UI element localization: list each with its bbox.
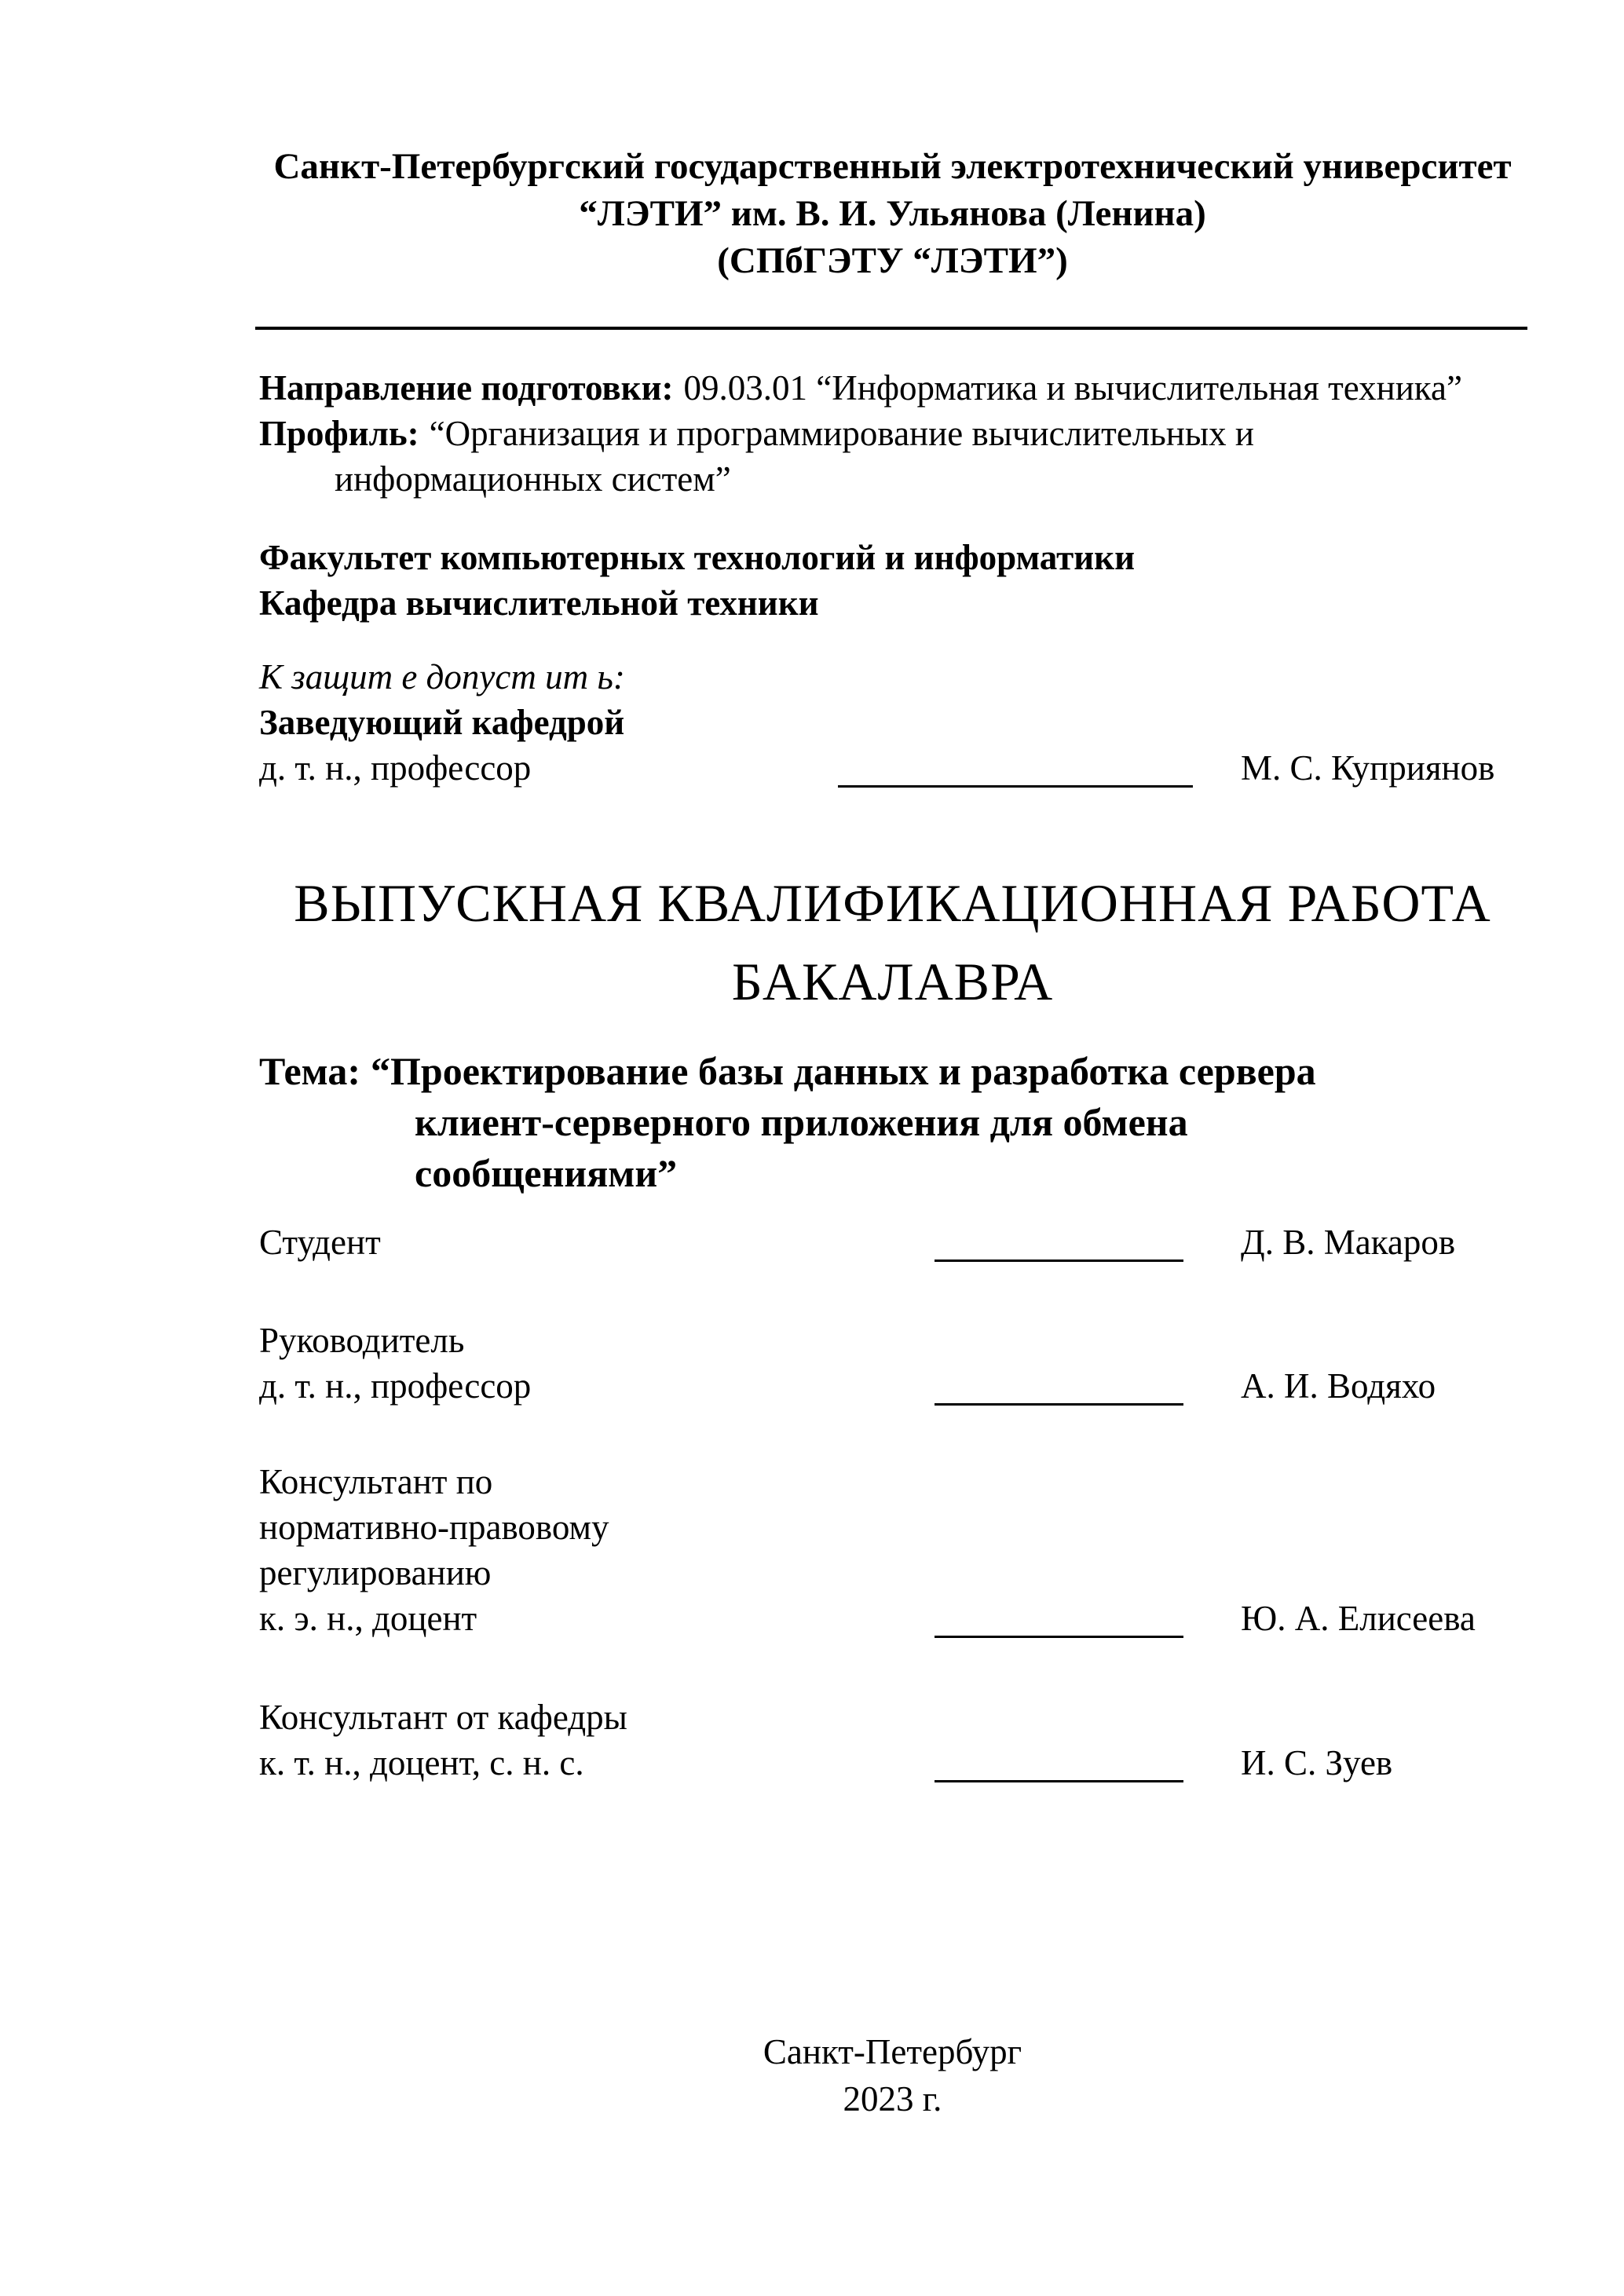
head-signature-row — [259, 745, 1526, 791]
department-consultant-role-line1: Консультант от кафедры — [259, 1698, 627, 1737]
department-consultant-signature-row — [259, 1740, 1526, 1786]
signatory-block-supervisor — [259, 1318, 1526, 1409]
theme-label: Тема: — [259, 1049, 361, 1093]
signature-line — [935, 1636, 1183, 1638]
thesis-title-line2: БАКАЛАВРА — [731, 952, 1054, 1011]
university-header — [259, 143, 1526, 284]
legal-consultant-degree: к. э. н., доцент — [259, 1599, 477, 1638]
legal-consultant-signature-row — [259, 1596, 1526, 1641]
faculty-section — [259, 535, 1526, 626]
direction-line — [259, 365, 1526, 411]
faculty-line: Факультет компьютерных технологий и информатики — [259, 538, 1136, 577]
signature-line — [935, 1403, 1183, 1406]
profile-line — [259, 411, 1526, 456]
student-signature-row — [259, 1219, 1526, 1265]
supervisor-signature-row — [259, 1363, 1526, 1409]
header-divider-line — [255, 327, 1527, 330]
head-name: М. С. Куприянов — [1241, 748, 1495, 788]
theme-section — [259, 1046, 1526, 1199]
footer-city: Санкт-Петербург — [763, 2032, 1022, 2071]
supervisor-degree: д. т. н., профессор — [259, 1366, 532, 1406]
signatory-block-student — [259, 1219, 1526, 1265]
department-consultant-name: И. С. Зуев — [1241, 1743, 1393, 1782]
theme-text-line1: “Проектирование базы данных и разработка сервера — [371, 1049, 1316, 1093]
legal-consultant-role-line2: нормативно-правовому — [259, 1508, 609, 1547]
profile-value-line2: информационных систем” — [335, 459, 731, 499]
theme-line1 — [259, 1046, 1526, 1097]
approval-section — [259, 654, 1526, 791]
legal-consultant-role-line1: Консультант по — [259, 1462, 493, 1501]
student-role: Студент — [259, 1223, 381, 1262]
university-name-line2: “ЛЭТИ” им. В. И. Ульянова (Ленина) — [579, 193, 1206, 234]
thesis-title-line1: ВЫПУСКНАЯ КВАЛИФИКАЦИОННАЯ РАБОТА — [294, 873, 1491, 933]
head-degree: д. т. н., профессор — [259, 748, 532, 788]
program-section — [259, 365, 1526, 502]
signature-line — [838, 785, 1193, 788]
supervisor-role-line1: Руководитель — [259, 1321, 465, 1360]
university-name-line3: (СПбГЭТУ “ЛЭТИ”) — [717, 240, 1068, 281]
signatory-block-department-consultant — [259, 1695, 1526, 1786]
direction-label: Направление подготовки: — [259, 368, 674, 408]
permit-note: К защит е допуст ит ь: — [259, 657, 625, 696]
signature-line — [935, 1780, 1183, 1782]
signature-line — [935, 1260, 1183, 1262]
profile-value-line1: “Организация и программирование вычислительных и — [429, 414, 1254, 453]
footer-section — [259, 2028, 1526, 2122]
thesis-title — [259, 864, 1526, 1021]
supervisor-name: А. И. Водяхо — [1241, 1366, 1436, 1406]
theme-text-line2: клиент-серверного приложения для обмена — [415, 1100, 1188, 1144]
theme-text-line3: сообщениями” — [415, 1151, 678, 1195]
signatory-block-legal-consultant — [259, 1459, 1526, 1641]
head-of-department-title: Заведующий кафедрой — [259, 703, 625, 742]
legal-consultant-role-line3: регулированию — [259, 1553, 492, 1592]
direction-value: 09.03.01 “Информатика и вычислительная техника” — [683, 368, 1462, 408]
footer-year: 2023 г. — [843, 2079, 942, 2119]
department-consultant-degree: к. т. н., доцент, с. н. с. — [259, 1743, 584, 1782]
university-name-line1: Санкт-Петербургский государственный электротехнический университет — [273, 146, 1512, 187]
profile-label: Профиль: — [259, 414, 419, 453]
department-line: Кафедра вычислительной техники — [259, 583, 819, 623]
legal-consultant-name: Ю. А. Елисеева — [1241, 1599, 1476, 1638]
student-name: Д. В. Макаров — [1241, 1223, 1456, 1262]
